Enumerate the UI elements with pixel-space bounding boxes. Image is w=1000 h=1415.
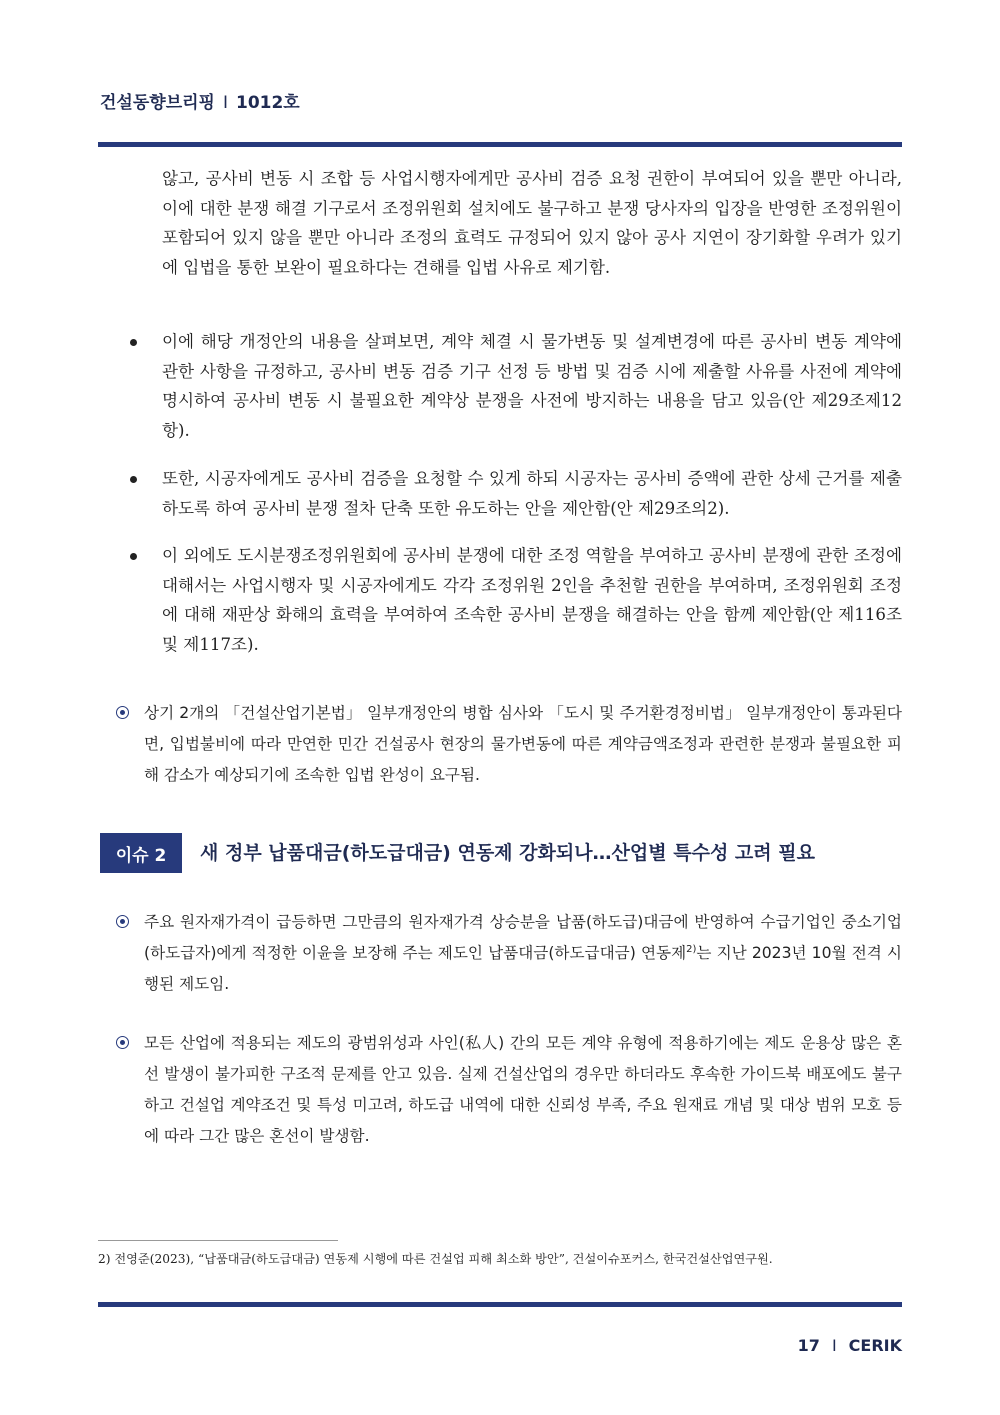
header-rule bbox=[98, 142, 902, 147]
footer-separator: I bbox=[831, 1336, 837, 1355]
header-separator: I bbox=[222, 93, 228, 113]
circle-bullet-icon bbox=[116, 1036, 129, 1049]
bullet-text: 이 외에도 도시분쟁조정위원회에 공사비 분쟁에 대한 조정 역할을 부여하고 공사비 분쟁에 관한 조정에 대해서는 사업시행자 및 시공자에게도 각각 조정위원 2인을 추천할 권한을 부여하며, 조정위원회 조정에 대해 재판상 화해의 효력을 부여하여 조속한 공사비 분쟁을 해결하는 안을 함께 제안함(안 제116조 및 제117조). bbox=[162, 546, 902, 654]
key-point-text bbox=[144, 907, 902, 1000]
org-name: CERIK bbox=[848, 1336, 902, 1355]
bullet-dot-icon bbox=[130, 339, 137, 346]
key-point bbox=[116, 1028, 902, 1152]
circle-bullet-icon bbox=[116, 706, 129, 719]
circle-bullet-icon bbox=[116, 915, 129, 928]
bullet-dot-icon bbox=[130, 476, 137, 483]
page-footer bbox=[798, 1336, 902, 1355]
bullet-item bbox=[130, 541, 902, 659]
bullet-item bbox=[130, 327, 902, 445]
page-number: 17 bbox=[797, 1336, 820, 1355]
continued-paragraph: 않고, 공사비 변동 시 조합 등 사업시행자에게만 공사비 검증 요청 권한이 부여되어 있을 뿐만 아니라, 이에 대한 분쟁 해결 기구로서 조정위원회 설치에도 불구하고 분쟁 당사자의 입장을 반영한 조정위원이 포함되어 있지 않을 뿐만 아니라 조정의 효력도 규정되어 있지 않아 공사 지연이 장기화할 우려가 있기에 입법을 통한 보완이 필요하다는 견해를 입법 사유로 제기함. bbox=[162, 169, 902, 277]
key-point-text: 상기 2개의 「건설산업기본법」 일부개정안의 병합 심사와 「도시 및 주거환경정비법」 일부개정안이 통과된다면, 입법불비에 따라 만연한 민간 건설공사 현장의 물가변동에 따른 계약금액조정과 관련한 분쟁과 불필요한 피해 감소가 예상되기에 조속한 입법 완성이 요구됨. bbox=[144, 704, 902, 784]
footnote-reference[interactable]: 2) bbox=[686, 943, 697, 955]
publication-name: 건설동향브리핑 bbox=[100, 93, 215, 113]
bullet-item bbox=[130, 464, 902, 523]
bullet-text: 또한, 시공자에게도 공사비 검증을 요청할 수 있게 하되 시공자는 공사비 증액에 관한 상세 근거를 제출하도록 하여 공사비 분쟁 절차 단축 또한 유도하는 안을 제안함(안 제29조의2). bbox=[162, 469, 902, 518]
key-point-text-part: 주요 원자재가격이 급등하면 그만큼의 원자재가격 상승분을 납품(하도급)대금에 반영하여 수급기업인 중소기업(하도급자)에게 적정한 이윤을 보장해 주는 제도인 납품대금(하도급대금) 연동제 bbox=[144, 913, 902, 962]
key-point bbox=[116, 698, 902, 791]
key-point-text-part: 는 지난 2023년 10월 전격 시행된 제도임. bbox=[144, 944, 902, 993]
key-point-text: 모든 산업에 적용되는 제도의 광범위성과 사인(私人) 간의 모든 계약 유형에 적용하기에는 제도 운용상 많은 혼선 발생이 불가피한 구조적 문제를 안고 있음. 실제 건설산업의 경우만 하더라도 후속한 가이드북 배포에도 불구하고 건설업 계약조건 및 특성 미고려, 하도급 내역에 대한 신뢰성 부족, 주요 원재료 개념 및 대상 범위 모호 등에 따라 그간 많은 혼선이 발생함. bbox=[144, 1034, 902, 1145]
key-point bbox=[116, 907, 902, 1000]
running-header bbox=[100, 88, 300, 113]
footer-rule bbox=[98, 1302, 902, 1307]
issue-label: 이슈 2 bbox=[100, 833, 182, 873]
bullet-text: 이에 해당 개정안의 내용을 살펴보면, 계약 체결 시 물가변동 및 설계변경에 따른 공사비 변동 계약에 관한 사항을 규정하고, 공사비 변동 검증 기구 선정 등 방법 및 검증 시에 제출할 사유를 사전에 계약에 명시하여 공사비 변동 시 불필요한 계약상 분쟁을 사전에 방지하는 내용을 담고 있음(안 제29조제12항). bbox=[162, 332, 902, 440]
footnote-rule bbox=[98, 1240, 338, 1241]
issue-title: 새 정부 납품대금(하도급대금) 연동제 강화되나…산업별 특수성 고려 필요 bbox=[200, 842, 815, 864]
issue-number: 1012호 bbox=[235, 93, 300, 113]
footnote: 2) 전영준(2023), “납품대금(하도급대금) 연동제 시행에 따른 건설업 피해 최소화 방안”, 건설이슈포커스, 한국건설산업연구원. bbox=[98, 1252, 773, 1266]
bullet-dot-icon bbox=[130, 553, 137, 560]
